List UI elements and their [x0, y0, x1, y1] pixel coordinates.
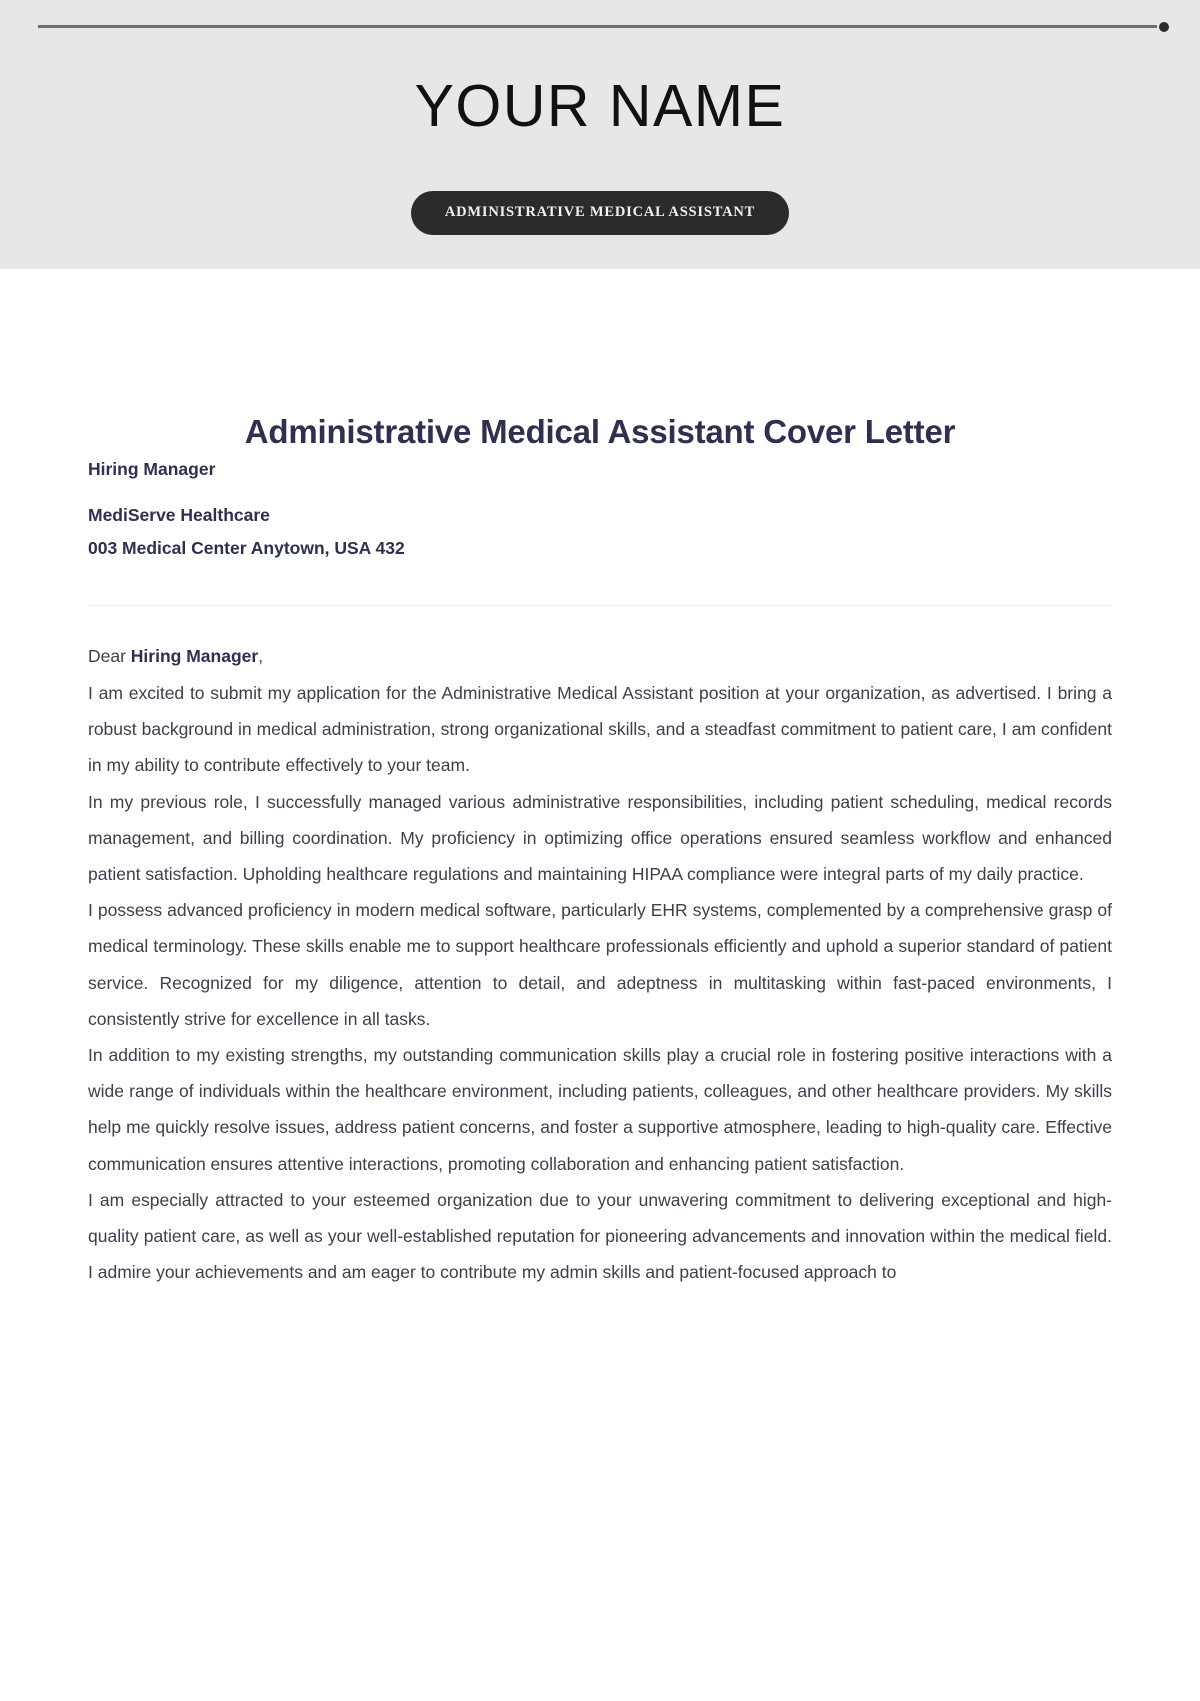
role-badge: ADMINISTRATIVE MEDICAL ASSISTANT [411, 191, 789, 235]
letter-paragraph: I am excited to submit my application for the Administrative Medical Assistant position at your organization, as advertised. I bring a robust background in medical administration, strong organizational skills, and a steadfast commitment to patient care, I am confident in my ability to contribute effectively to your team. [88, 682, 1112, 776]
letter-paragraph: In my previous role, I successfully managed various administrative responsibilities, including patient scheduling, medical records management, and billing coordination. My proficiency in optimizing office operations ensured seamless workflow and enhanced patient satisfaction. Upholding healthcare regulations and maintaining HIPAA compliance were integral parts of my daily practice. [88, 791, 1112, 884]
letter-body-container [0, 269, 1200, 1330]
header-rule-row [0, 22, 1200, 32]
letter-paragraphs [88, 675, 1112, 1330]
salutation-name: Hiring Manager [130, 646, 259, 667]
page-title-name: YOUR NAME [414, 73, 786, 139]
recipient-address: 003 Medical Center Anytown, USA 432 [88, 538, 405, 559]
salutation-line [88, 645, 1112, 669]
recipient-contact: Hiring Manager [88, 458, 216, 479]
rule-end-dot-icon [1159, 22, 1169, 32]
recipient-block [88, 460, 1112, 559]
section-divider [88, 605, 1112, 606]
recipient-company: MediServe Healthcare [88, 504, 270, 525]
salutation-prefix: Dear [88, 646, 131, 667]
role-badge-container [0, 191, 1200, 235]
salutation-suffix: , [258, 646, 264, 667]
letter-paragraph: In addition to my existing strengths, my outstanding communication skills play a crucial role in fostering positive interactions with a wide range of individuals within the healthcare environment, including patients, colleagues, and other healthcare providers. My skills help me quickly resolve issues, address patient concerns, and foster a supportive atmosphere, leading to high-quality care. Effective communication ensures attentive interactions, promoting collaboration and enhancing patient satisfaction. [88, 1045, 1112, 1174]
letter-heading: Administrative Medical Assistant Cover Letter [244, 413, 956, 450]
letter-paragraph: I possess advanced proficiency in modern medical software, particularly EHR systems, complemented by a comprehensive grasp of medical terminology. These skills enable me to support healthcare professionals efficiently and uphold a superior standard of patient service. Recognized for my diligence, attention to detail, and adeptness in multitasking within fast-paced environments, I consistently strive for excellence in all tasks. [88, 900, 1112, 1029]
letterhead-header [0, 0, 1200, 269]
letter-paragraph: I am especially attracted to your esteemed organization due to your unwavering commitment to delivering exceptional and high-quality patient care, as well as your well-established reputation for pioneering advancements and innovation within the medical field. I admire your achievements and am eager to contribute my admin skills and patient-focused approach to [88, 1189, 1112, 1283]
horizontal-rule-line [38, 25, 1157, 28]
